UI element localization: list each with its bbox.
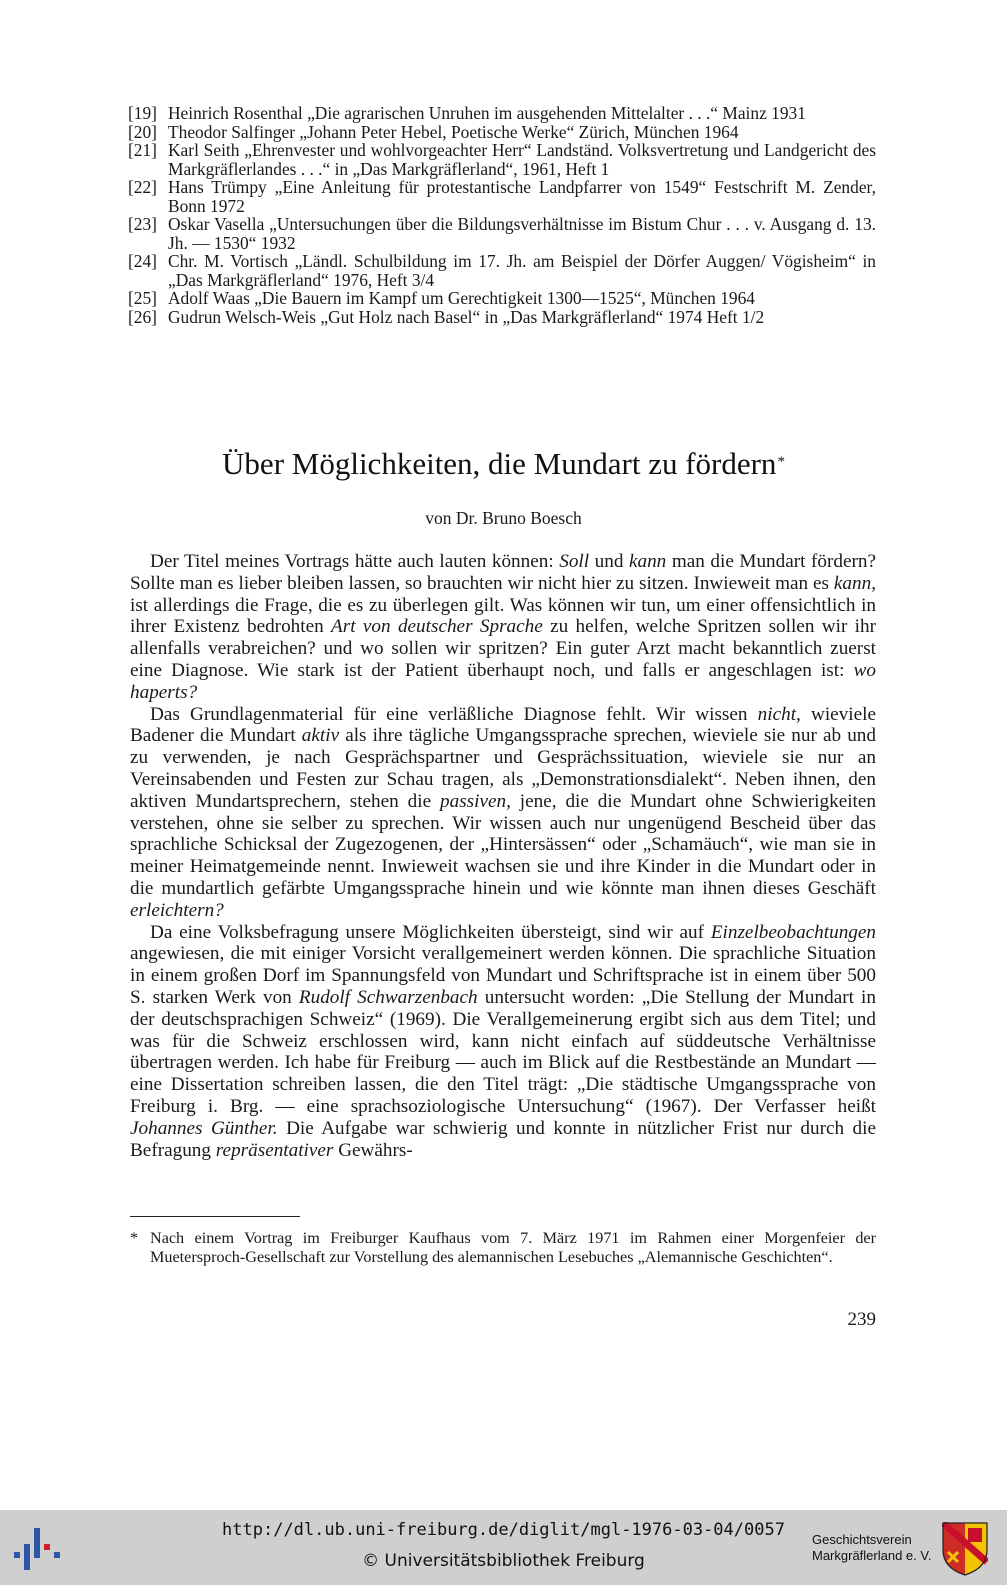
- footnote-text: [130, 1229, 876, 1266]
- reference-item: [128, 289, 876, 308]
- org-name-line-1: Geschichtsverein: [812, 1532, 912, 1547]
- paragraph: [130, 704, 876, 922]
- emphasis: kann,: [833, 572, 876, 594]
- reference-item: [128, 123, 876, 142]
- page-number: 239: [847, 1309, 876, 1330]
- reference-item: [128, 252, 876, 289]
- article-title-text: Über Möglichkeiten, die Mundart zu fördern: [222, 446, 777, 481]
- reference-item: [128, 178, 876, 215]
- reference-text: Heinrich Rosenthal „Die agrarischen Unruhen im ausgehenden Mittelalter . . .“ Mainz 1931: [168, 103, 806, 123]
- article-title: [0, 446, 1007, 482]
- footnote-divider: [130, 1216, 300, 1217]
- emphasis: nicht,: [757, 703, 801, 725]
- article-author: von Dr. Bruno Boesch: [425, 508, 582, 528]
- emphasis: Art von deutscher Sprache: [331, 616, 543, 638]
- emphasis: passiven,: [440, 790, 511, 812]
- footer-copyright: © Universitätsbibliothek Freiburg: [362, 1551, 645, 1571]
- text-run: als ihre tägliche Umgangssprache sprechen, wieviele sie nur ab und zu verwenden, je nach Gesprächspartner und Gesprächssituation, wieviele sie nur an Vereinsabenden und Festen zur Schau tragen, als „Demonstrationsdialekt“. Neben ihnen, den aktiven Mundartsprechern, stehen die: [130, 725, 876, 812]
- text-run: man die Mundart fördern? Sollte man es lieber bleiben lassen, so brauchten wir nicht hier zu sitzen. Inwieweit man es: [130, 551, 876, 594]
- reference-text: Chr. M. Vortisch „Ländl. Schulbildung im 17. Jh. am Beispiel der Dörfer Auggen/ Vögisheim“ in „Das Markgräflerland“ 1976, Heft 3/4: [168, 251, 876, 290]
- reference-number: [26]: [128, 306, 157, 327]
- footer-url-link[interactable]: http://dl.ub.uni-freiburg.de/diglit/mgl-1976-03-04/0057: [222, 1520, 785, 1540]
- reference-list: [128, 104, 876, 326]
- reference-text: Karl Seith „Ehrenvester und wohlvorgeachter Herr“ Landständ. Volksvertretung und Landgericht des Markgräflerlandes . . .“ in „Das Markgräflerland“, 1961, Heft 1: [168, 140, 876, 179]
- text-run: und: [589, 551, 629, 572]
- reference-number: [20]: [128, 121, 157, 142]
- reference-item: [128, 308, 876, 327]
- title-footnote-mark: *: [777, 454, 785, 470]
- emphasis: Johannes Günther.: [130, 1117, 278, 1139]
- reference-number: [22]: [128, 177, 157, 197]
- text-run: untersucht worden: „Die Stellung der Mundart in der deutschsprachigen Schweiz“ (1969). Die Verallgemeinerung ergibt sich aus dem Titel; und was für die Schweiz erschlossen wird, kann nicht einfach auf süddeutsche Verhältnisse übertragen werden. Ich habe für Freiburg — auch im Blick auf die Restbestände an Mundart — eine Dissertation schreiben lassen, die den Titel trägt: „Die städtische Umgangssprache von Freiburg i. Brg. — eine sprachsoziologische Untersuchung“ (1967). Der Verfasser heißt: [130, 986, 876, 1117]
- footnote: [130, 1229, 876, 1266]
- text-run: wieviele Badener die Mundart: [130, 703, 876, 747]
- text-run: angewiesen, die mit einiger Vorsicht verallgemeinert werden können. Die sprachliche Situation in einem großen Dorf im Spannungsfeld von Mundart und Schriftsprache ist in einem über 500 S. starken Werk von: [130, 943, 876, 1008]
- text-run: Das Grundlagenmaterial für eine verläßliche Diagnose fehlt. Wir wissen: [150, 703, 758, 725]
- text-run: Da eine Volksbefragung unsere Möglichkeiten übersteigt, sind wir auf: [150, 921, 711, 943]
- reference-number: [25]: [128, 288, 157, 308]
- reference-number: [24]: [128, 251, 157, 271]
- reference-item: [128, 215, 876, 252]
- emphasis: Rudolf Schwarzenbach: [298, 986, 478, 1008]
- footnote-body: Nach einem Vortrag im Freiburger Kaufhaus vom 7. März 1971 im Rahmen einer Morgenfeier der Muetersproch-Gesellschaft zur Vorstellung des alemannischen Lesebuches „Alemannische Geschichten“.: [150, 1229, 876, 1266]
- emphasis: repräsentativer: [215, 1139, 334, 1161]
- text-run: jene, die die Mundart ohne Schwierigkeiten verstehen, ohne sie selber zu sprechen. Wir wissen auch nur ungenügend Bescheid über das sprachliche Schicksal der Zugezogenen, der „Hintersässen“ oder „Schamäuch“, wie man sie in meiner Heimatgemeinde nennt. Inwieweit wachsen sie und ihre Kinder in die Mundart oder in die mundartlich gefärbte Umgangssprache hinein und wie könnte man ihnen dieses Geschäft: [130, 790, 876, 899]
- footer-organization: [812, 1532, 936, 1564]
- text-run: Der Titel meines Vortrags hätte auch lauten können:: [150, 551, 560, 572]
- reference-number: [19]: [128, 103, 157, 123]
- text-run: Die Aufgabe war schwierig und konnte in nützlicher Frist nur durch die Befragung: [130, 1117, 876, 1161]
- footnote-mark: *: [130, 1229, 139, 1247]
- reference-text: Oskar Vasella „Untersuchungen über die Bildungsverhältnisse im Bistum Chur . . . v. Ausgang d. 13. Jh. — 1530“ 1932: [168, 214, 876, 253]
- text-run: zu helfen, welche Spritzen sollen wir ihr allenfalls verabreichen? und wo sollen wir spritzen? Ein guter Arzt macht bekanntlich zuerst eine Diagnose. Wie stark ist der Patient überhaupt noch, und falls er angeschlagen ist:: [130, 616, 876, 681]
- reference-text: Gudrun Welsch-Weis „Gut Holz nach Basel“ in „Das Markgräflerland“ 1974 Heft 1/2: [168, 306, 765, 327]
- footer-bar: [0, 1510, 1007, 1585]
- paragraph: [130, 551, 876, 704]
- markgraeflerland-crest-icon: [942, 1522, 988, 1576]
- article-body: [130, 551, 876, 1161]
- org-name-line-2: Markgräflerland e. V.: [812, 1548, 932, 1563]
- reference-item: [128, 104, 876, 123]
- reference-number: [21]: [128, 140, 157, 160]
- reference-text: Hans Trümpy „Eine Anleitung für protestantische Landpfarrer von 1549“ Festschrift M. Zender, Bonn 1972: [168, 177, 876, 216]
- emphasis: wo haperts?: [130, 659, 876, 703]
- reference-number: [23]: [128, 214, 157, 234]
- emphasis: kann: [628, 551, 667, 572]
- emphasis: Soll: [559, 551, 590, 572]
- reference-item: [128, 141, 876, 178]
- reference-text: Theodor Salfinger „Johann Peter Hebel, Poetische Werke“ Zürich, München 1964: [168, 121, 739, 142]
- reference-text: Adolf Waas „Die Bauern im Kampf um Gerechtigkeit 1300—1525“, München 1964: [168, 288, 756, 308]
- emphasis: erleichtern?: [130, 899, 224, 921]
- text-run: ist allerdings die Frage, die es zu überlegen gilt. Was können wir tun, um einer offensichtlich in ihrer Existenz bedrohten: [130, 594, 876, 638]
- text-run: Gewährs-: [333, 1139, 413, 1161]
- paragraph: [130, 922, 876, 1162]
- emphasis: aktiv: [301, 725, 340, 747]
- emphasis: Einzelbeobachtungen: [710, 921, 876, 943]
